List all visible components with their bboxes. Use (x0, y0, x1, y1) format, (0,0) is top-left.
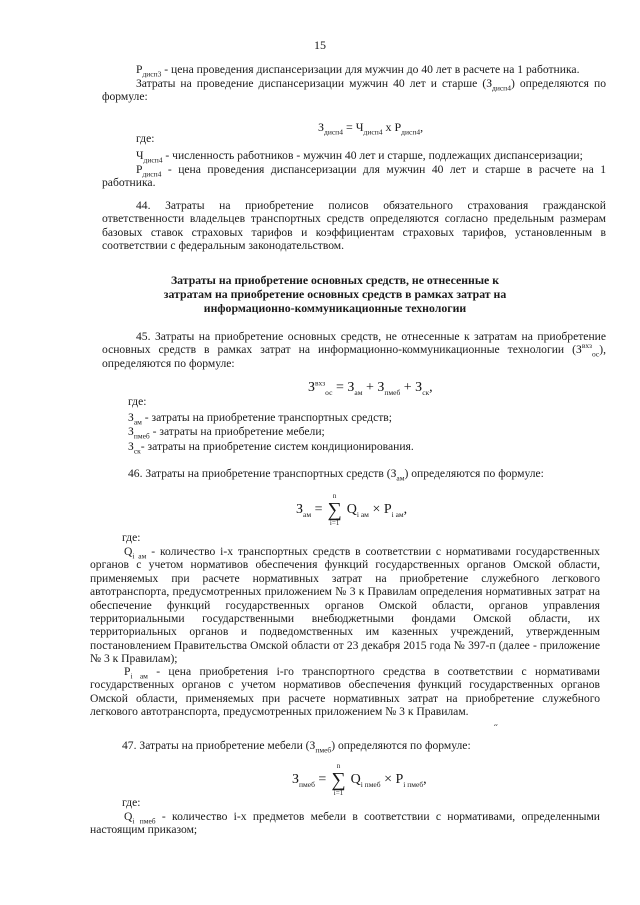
paragraph-p2: Затраты на проведение диспансеризации мужчин 40 лет и старше $(З_{дисп4})$ определяются по формуле: (102, 77, 606, 104)
formula-furniture (292, 762, 427, 798)
sum-upper-limit: n (332, 492, 337, 500)
paragraph-45c: $З_{ск}-$ затраты на приобретение систем кондиционирования. (128, 440, 414, 456)
paragraph-p4: $Р_{дисп4}$ - цена проведения диспансеризации для мужчин 40 лет и старше в расчете на 1 работника. (102, 163, 606, 190)
where-label-2: где: (128, 395, 147, 408)
sigma-symbol: ∑ (327, 499, 342, 521)
where-label-3: где: (122, 531, 141, 544)
paragraph-p3: $Ч_{дисп4}$ - численность работников - мужчин 40 лет и старше, подлежащих диспансеризации; (136, 149, 583, 165)
where-label-4: где: (122, 796, 141, 809)
sigma-symbol-2: ∑ (331, 769, 346, 791)
sum-operator-furniture (331, 762, 345, 798)
formula-vehicles (296, 492, 407, 528)
paragraph-46a: $Q_{i ам}$ - количество i-х транспортных средств в соответствии с нормативами государственных органов с учетом нормативов обеспечения функций государственных органов Омской области, применяемых при расчете нормативных затрат на приобретение служебного легкового автотранспорта, предусмотренных приложением № 3 к Правилам определения нормативных затрат на обеспечение функций государственных органов Омской области, органов управления территориальными государственными внебюджетными фондами Омской области, их территориальных органов и подведомственных им казенных учреждений, утвержденным постановлением Правительства Омской области от 23 декабря 2015 года № 397-п (далее - приложение № 3 к Правилам); (90, 545, 600, 666)
stray-mark: ˝ (494, 723, 498, 735)
sum-lower-limit-2: i=1 (333, 789, 344, 797)
formula-fixed-assets: $З^{вхз}_{ос} = З_{ам} + З_{пмеб} + З_{ск}$, (308, 378, 433, 397)
where-label-1: где: (136, 132, 155, 145)
sum-upper-limit-2: n (336, 762, 341, 770)
paragraph-44: 44. Затраты на приобретение полисов обязательного страхования гражданской ответственности владельцев транспортных средств определяются согласно предельным размерам базовых ставок страховых тарифов и коэффициентам страховых тарифов, установленным в соответствии с федеральным законодательством. (102, 199, 606, 253)
paragraph-46b: $P_{i ам}$ - цена приобретения i-го транспортного средства в соответствии с нормативами государственных органов с учетом нормативов обеспечения функций государственных органов Омской области, применяемых при расчете нормативных затрат на приобретение служебного легкового автотранспорта, предусмотренных приложением № 3 к Правилам. (90, 665, 600, 719)
formula-furniture-right: $Q_{i пмеб} \times P_{i пмеб}$, (350, 771, 427, 789)
formula-vehicles-left: $З_{ам}$ = (296, 501, 323, 519)
sum-lower-limit: i=1 (329, 519, 340, 527)
sum-operator-vehicles (328, 492, 342, 528)
paragraph-45a: $З_{ам}$ - затраты на приобретение транспортных средств; (128, 411, 392, 427)
formula-vehicles-right: $Q_{i ам} \times P_{i ам}$, (346, 501, 408, 519)
paragraph-45b: $З_{пмеб}$ - затраты на приобретение мебели; (128, 425, 325, 441)
section-heading: Затраты на приобретение основных средств, не отнесенные к затратам на приобретение основных средств в рамках затрат на информационно-коммуникационные технологии (163, 273, 507, 315)
paragraph-p1: $Р_{дисп3}$ - цена проведения диспансеризации для мужчин до 40 лет в расчете на 1 работника. (136, 63, 580, 79)
paragraph-46: 46. Затраты на приобретение транспортных средств $(З_{ам})$ определяются по формуле: (128, 467, 544, 483)
page-number: 15 (314, 38, 326, 52)
formula-dispensary-40plus: $З_{дисп4} = Ч_{дисп4}$ х $Р_{дисп4}$, (318, 120, 424, 137)
paragraph-47: 47. Затраты на приобретение мебели $(З_{пмеб})$ определяются по формуле: (122, 739, 471, 755)
paragraph-45: 45. Затраты на приобретение основных средств, не отнесенные к затратам на приобретение основных средств в рамках затрат на информационно-коммуникационные технологии $(З^{вхз}_{ос})$, определяются по формуле: (102, 330, 606, 370)
paragraph-47a: $Q_{i пмеб}$ - количество i-х предметов мебели в соответствии с нормативами, определенными настоящим приказом; (90, 810, 600, 837)
formula-furniture-left: $З_{пмеб}$ = (292, 771, 327, 789)
